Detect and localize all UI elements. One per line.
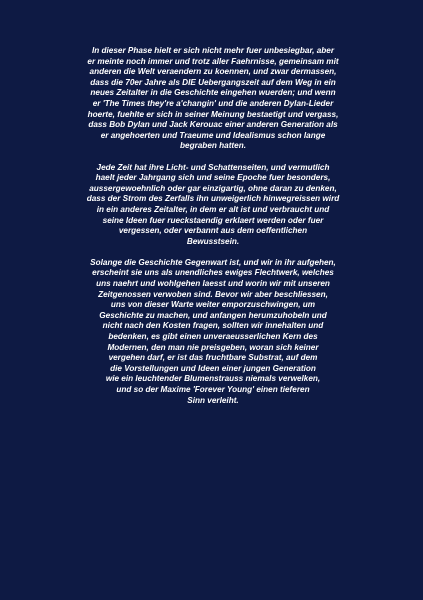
text-line: Sinn verleiht. xyxy=(187,395,239,405)
paragraph-1 xyxy=(56,46,370,152)
paragraph-2 xyxy=(56,163,370,248)
body-text xyxy=(56,46,370,417)
text-line: erscheint sie uns als unendliches ewiges Flechtwerk, welches xyxy=(92,268,334,278)
text-line: seine Ideen fuer rueckstaendig erklaert werden oder fuer xyxy=(102,215,324,225)
text-line: haelt jeder Jahrgang sich und seine Epoche fuer besonders, xyxy=(95,173,331,183)
text-line: Bewusstsein. xyxy=(186,236,240,246)
text-line: uns naehrt und wohlgehen laesst und worin wir mit unseren xyxy=(96,279,330,289)
text-line: Solange die Geschichte Gegenwart ist, und wir in ihr aufgehen, xyxy=(90,257,336,267)
text-line: begraben hatten. xyxy=(180,141,246,151)
text-line: bedenken, es gibt einen unveraeusserlichen Kern des xyxy=(108,332,318,342)
text-line: Geschichte zu machen, und anfangen herumzuhobeln und xyxy=(99,310,327,320)
text-line: aussergewoehnlich oder gar einzigartig, ohne daran zu denken, xyxy=(89,183,337,193)
text-line: in ein anderes Zeitalter, in dem er alt ist und verbraucht und xyxy=(96,204,330,214)
text-line: er angehoerten und Traeume und Idealismus schon lange xyxy=(100,130,326,140)
text-line: dass der Strom des Zerfalls ihn unweigerlich hinwegreissen wird xyxy=(86,194,340,204)
text-line: er meinte noch immer und trotz aller Faehrnisse, gemeinsam mit xyxy=(87,56,339,66)
text-line: anderen die Welt veraendern zu koennen, und zwar dermassen, xyxy=(89,67,337,77)
text-line: In dieser Phase hielt er sich nicht mehr fuer unbesiegbar, aber xyxy=(91,46,335,55)
text-line: nicht nach den Kosten fragen, sollten wir innehalten und xyxy=(102,321,324,331)
text-line: dass Bob Dylan und Jack Kerouac einer anderen Generation als xyxy=(88,120,338,130)
text-line: hoerte, fuehlte er sich in seiner Meinung bestaetigt und vergass, xyxy=(87,109,339,119)
paragraph-3 xyxy=(56,258,370,406)
text-line: Jede Zeit hat ihre Licht- und Schattenseiten, und vermutlich xyxy=(96,162,330,172)
text-line: Zeitgenossen verwoben sind. Bevor wir aber beschliessen, xyxy=(98,289,328,299)
text-line: vergessen, oder verbannt aus dem oeffentlichen xyxy=(118,226,308,236)
text-line: wie ein leuchtender Blumenstrauss niemals verwelken, xyxy=(105,374,321,384)
text-line: die Vorstellungen und Ideen einer jungen Generation xyxy=(110,363,316,373)
text-line: neues Zeitalter in die Geschichte eingehen wuerden; und wenn xyxy=(90,88,336,98)
text-line: er 'The Times they're a'changin' und die anderen Dylan-Lieder xyxy=(92,98,334,108)
text-line: und so der Maxime 'Forever Young' einen tieferen xyxy=(116,385,310,394)
text-line: uns von dieser Warte weiter emporzuschwingen, um xyxy=(110,300,316,310)
text-line: dass die 70er Jahre als DIE Uebergangszeit auf dem Weg in ein xyxy=(90,77,336,87)
text-line: Modernen, den man nie preisgeben, woran sich keiner xyxy=(107,342,319,352)
text-line: vergehen darf, er ist das fruchtbare Substrat, auf dem xyxy=(108,353,318,363)
